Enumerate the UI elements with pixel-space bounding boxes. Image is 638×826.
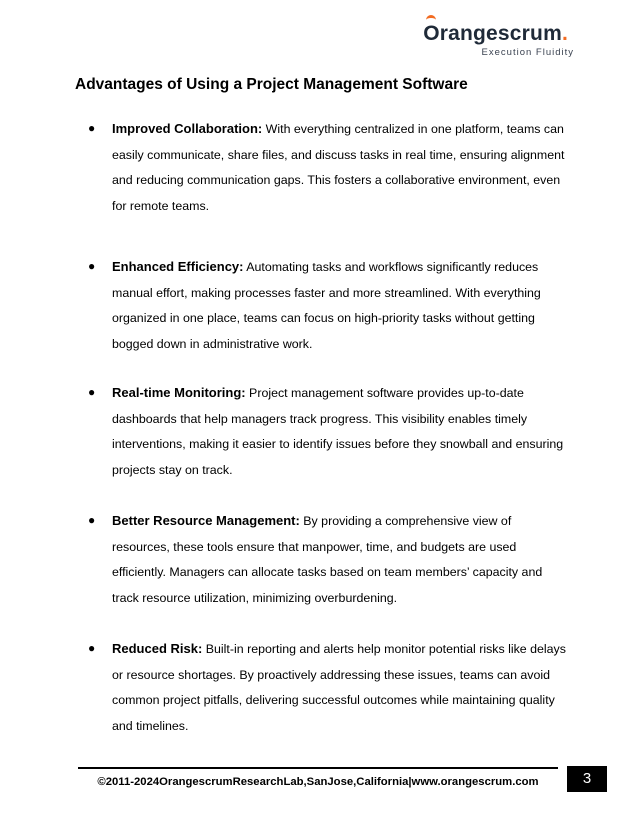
footer-copyright: ©2011-2024OrangescrumResearchLab,SanJose,California|www.orangescrum.com xyxy=(97,776,539,788)
list-item-improved-collaboration xyxy=(88,116,572,219)
orangescrum-logo xyxy=(423,22,574,58)
item-heading: Improved Collaboration: xyxy=(112,121,263,136)
bullet-icon: ● xyxy=(88,121,96,135)
logo-tagline: Execution Fluidity xyxy=(481,47,574,58)
list-item-real-time-monitoring xyxy=(88,380,572,483)
item-heading: Better Resource Management: xyxy=(112,513,300,528)
logo-arc-icon xyxy=(426,15,436,24)
logo-first-letter xyxy=(423,22,440,46)
bullet-icon: ● xyxy=(88,385,96,399)
bullet-icon: ● xyxy=(88,513,96,527)
item-heading: Reduced Risk: xyxy=(112,641,203,656)
page-number: 3 xyxy=(567,766,607,792)
item-heading: Enhanced Efficiency: xyxy=(112,259,244,274)
list-item-reduced-risk xyxy=(88,636,572,739)
item-body: By providing a comprehensive view of resources, these tools ensure that manpower, time, and budgets are used efficiently. Managers can allocate tasks based on team members’ capacity and track resource utilization, minimizing overburdening. xyxy=(112,514,543,605)
item-body: Automating tasks and workflows significantly reduces manual effort, making processes faster and more streamlined. With everything organized in one place, teams can focus on high-priority tasks without getting bogged down in administrative work. xyxy=(112,260,541,351)
item-body: Project management software provides up-to-date dashboards that help managers track progress. This visibility enables timely interventions, making it easier to identify issues before they snowball and ensuring projects stay on track. xyxy=(112,386,564,477)
page-title: Advantages of Using a Project Management Software xyxy=(75,76,468,93)
item-body: Built-in reporting and alerts help monitor potential risks like delays or resource shortages. By proactively addressing these issues, teams can avoid common project pitfalls, delivering successful outcomes while maintaining quality and timelines. xyxy=(112,642,566,733)
footer-divider xyxy=(78,767,558,769)
list-item-enhanced-efficiency xyxy=(88,254,572,357)
bullet-icon: ● xyxy=(88,641,96,655)
logo-name-rest: rangescrum xyxy=(439,22,562,45)
list-item-better-resource-management xyxy=(88,508,572,611)
logo-wordmark xyxy=(423,22,568,46)
bullet-icon: ● xyxy=(88,259,96,273)
logo-dot: . xyxy=(561,22,568,45)
logo-first-letter-text: O xyxy=(423,22,440,45)
item-heading: Real-time Monitoring: xyxy=(112,385,246,400)
item-body: With everything centralized in one platform, teams can easily communicate, share files, and discuss tasks in real time, ensuring alignment and reducing communication gaps. This fosters a collaborative environment, even for remote teams. xyxy=(112,122,565,213)
